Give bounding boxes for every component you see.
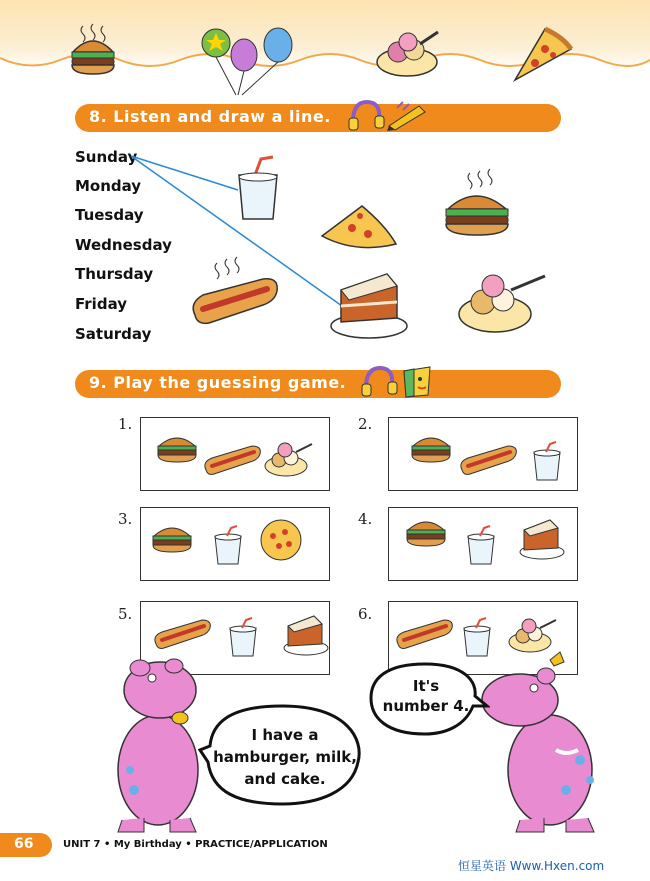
right-bubble-line-1: It's: [412, 677, 440, 695]
watermark: 恒星英语 Www.Hxen.com: [458, 859, 605, 873]
left-bubble-line-2: hamburger, milk,: [213, 748, 357, 766]
panel-2-number: 2.: [358, 415, 373, 433]
panel-1-number: 1.: [118, 415, 133, 433]
panel-6-number: 6.: [358, 605, 373, 623]
left-bubble-line-1: I have a: [251, 726, 319, 744]
day-thursday: Thursday: [75, 265, 154, 283]
footer-caption: UNIT 7 • My Birthday • PRACTICE/APPLICATION: [63, 839, 328, 850]
panel-3-number: 3.: [118, 510, 133, 528]
exercise-9-title: 9. Play the guessing game.: [89, 373, 347, 392]
right-bubble-text: [372, 676, 480, 716]
day-monday: Monday: [75, 177, 142, 195]
day-friday: Friday: [75, 295, 128, 313]
right-bubble-line-2: number 4.: [382, 697, 470, 715]
left-bubble-text: [210, 724, 360, 790]
panel-4-number: 4.: [358, 510, 373, 528]
right-hippo: [470, 640, 620, 835]
day-saturday: Saturday: [75, 325, 152, 343]
left-bubble-line-3: and cake.: [244, 770, 326, 788]
page-number: 66: [14, 836, 34, 852]
panel-5-number: 5.: [118, 605, 133, 623]
exercise-8-title: 8. Listen and draw a line.: [89, 107, 331, 126]
day-wednesday: Wednesday: [75, 236, 172, 254]
day-tuesday: Tuesday: [75, 206, 144, 224]
day-sunday: Sunday: [75, 148, 138, 166]
